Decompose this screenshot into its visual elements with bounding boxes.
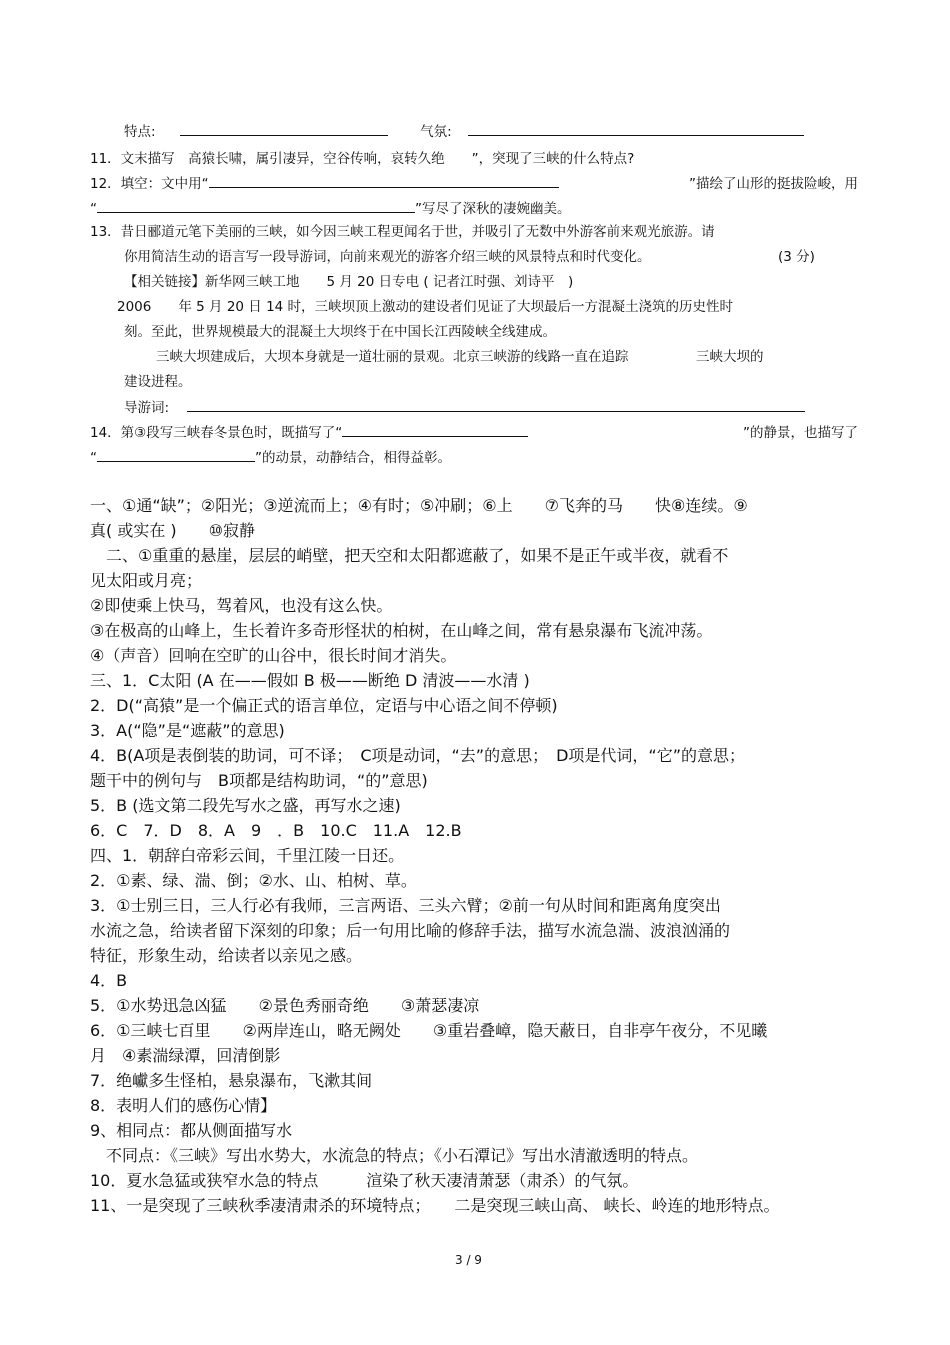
q14-blank-1[interactable] <box>342 422 528 437</box>
q14-text-b: ”的静景，也描写了 <box>743 425 858 441</box>
link-line-1: 【相关链接】新华网三峡工地 5 月 20 日专电 ( 记者江时强、刘诗平 ) <box>124 274 574 290</box>
q13-line-2: 你用简洁生动的语言写一段导游词，向前来观光的游客介绍三峡的风景特点和时代变化。 <box>124 249 651 265</box>
guide-line <box>124 396 805 416</box>
q14-line-2 <box>90 446 451 466</box>
answer-line: 8．表明人们的感伤心情】 <box>90 1096 277 1115</box>
q14-text-d: ”的动景，动静结合，相得益彰。 <box>255 450 451 466</box>
answer-line: 3．①士别三日，三人行必有我师，三言两语、三头六臂；②前一句从时间和距离角度突出 <box>90 896 721 915</box>
q14-text-c: “ <box>90 450 97 466</box>
q12-blank-2[interactable] <box>97 198 415 213</box>
answer-line: 真( 或实在 ) ⑩寂静 <box>90 521 256 540</box>
answer-line: 4．B <box>90 971 128 990</box>
link-line-5: 建设进程。 <box>124 374 192 390</box>
q14-blank-2[interactable] <box>97 447 255 462</box>
answer-line: 5．B (选文第二段先写水之盛，再写水之速) <box>90 796 401 815</box>
answer-line: 题干中的例句与 B项都是结构助词，“的”意思) <box>90 771 428 790</box>
answer-line: 二、①重重的悬崖，层层的峭壁，把天空和太阳都遮蔽了，如果不是正午或半夜，就看不 <box>90 546 729 565</box>
q12-text-c: “ <box>90 201 97 217</box>
answer-line: 6．①三峡七百里 ②两岸连山，略无阙处 ③重岩叠嶂，隐天蔽日，自非亭午夜分，不见曦 <box>90 1021 768 1040</box>
answer-line: 特征，形象生动，给读者以亲见之感。 <box>90 946 363 965</box>
answer-line: 2．D(“高猿”是一个偏正式的语言单位，定语与中心语之间不停顿) <box>90 696 558 715</box>
answer-line: 4．B(A项是表倒装的助词，可不译； C项是动词，“去”的意思； D项是代词，“它”的意思； <box>90 746 745 765</box>
answer-line: 四、1．朝辞白帝彩云间，千里江陵一日还。 <box>90 846 405 865</box>
answer-line: 3．A(“隐”是“遮蔽”的意思) <box>90 721 285 740</box>
answer-line: 2．①素、绿、湍、倒；②水、山、柏树、草。 <box>90 871 417 890</box>
answer-line: 一、①通“缺”；②阳光；③逆流而上；④有时；⑤冲刷；⑥上 ⑦飞奔的马 快⑧连续。⑨ <box>90 496 748 515</box>
answer-line: 7．绝巘多生怪柏，悬泉瀑布，飞漱其间 <box>90 1071 373 1090</box>
answer-line: 月 ④素湍绿潭，回清倒影 <box>90 1046 281 1065</box>
guide-label: 导游词: <box>124 400 170 416</box>
feature-blank[interactable] <box>180 121 388 136</box>
guide-blank[interactable] <box>187 397 805 412</box>
answer-line: ④（声音）回响在空旷的山谷中，很长时间才消失。 <box>90 646 457 665</box>
q12-blank-1[interactable] <box>209 173 559 188</box>
atmosphere-blank[interactable] <box>468 121 804 136</box>
answer-line: 10．夏水急猛或狭窄水急的特点 渲染了秋天凄清萧瑟（肃杀）的气氛。 <box>90 1171 639 1190</box>
feature-label: 特点: <box>124 124 156 140</box>
answer-line: ②即使乘上快马，驾着风，也没有这么快。 <box>90 596 393 615</box>
page-number: 3 / 9 <box>455 1253 482 1267</box>
q10-line <box>124 120 804 140</box>
answer-line: 水流之急，给读者留下深刻的印象；后一句用比喻的修辞手法，描写水流急湍、波浪汹涌的 <box>90 921 731 940</box>
answer-line: 5．①水势迅急凶猛 ②景色秀丽奇绝 ③萧瑟凄凉 <box>90 996 480 1015</box>
q14-line-1 <box>90 421 858 441</box>
link-line-3: 刻。至此，世界规模最大的混凝土大坝终于在中国长江西陵峡全线建成。 <box>124 324 556 340</box>
q12-line-2 <box>90 197 571 217</box>
answer-line: 见太阳或月亮； <box>90 571 203 590</box>
answer-line: 三、1．C太阳 (A 在——假如 B 极——断绝 D 清波——水清 ) <box>90 671 530 690</box>
answer-line: ③在极高的山峰上，生长着许多奇形怪状的柏树，在山峰之间，常有悬泉瀑布飞流冲荡。 <box>90 621 713 640</box>
q13-score: (3 分) <box>778 249 815 265</box>
answer-line: 9、相同点：都从侧面描写水 <box>90 1121 293 1140</box>
q14-text-a: 14．第③段写三峡春冬景色时，既描写了“ <box>90 425 343 441</box>
q12-text-d: ”写尽了深秋的凄婉幽美。 <box>415 201 571 217</box>
q11-text: 11．文末描写 高猿长啸，属引凄异，空谷传响，哀转久绝 ”，突现了三峡的什么特点? <box>90 151 635 167</box>
q12-text-a: 12．填空：文中用“ <box>90 176 209 192</box>
answer-line: 11、一是突现了三峡秋季凄清肃杀的环境特点； 二是突现三峡山高、 峡长、岭连的地形特点。 <box>90 1196 780 1215</box>
link-line-4: 三峡大坝建成后，大坝本身就是一道壮丽的景观。北京三峡游的线路一直在追踪 三峡大坝的 <box>156 349 764 365</box>
q12-line-1 <box>90 172 858 192</box>
answer-line: 6．C 7．D 8．A 9 ．B 10.C 11.A 12.B <box>90 821 462 840</box>
q12-text-b: ”描绘了山形的挺拔险峻，用 <box>689 176 858 192</box>
link-line-2: 2006 年 5 月 20 日 14 时，三峡坝顶上激动的建设者们见证了大坝最后一方混凝土浇筑的历史性时 <box>117 299 734 315</box>
atmosphere-label: 气氛: <box>420 124 452 140</box>
q13-line-1: 13．昔日郦道元笔下美丽的三峡，如今因三峡工程更闻名于世，并吸引了无数中外游客前来观光旅游。请 <box>90 224 715 240</box>
answer-line: 不同点：《三峡》写出水势大，水流急的特点；《小石潭记》写出水清澈透明的特点。 <box>90 1146 699 1165</box>
